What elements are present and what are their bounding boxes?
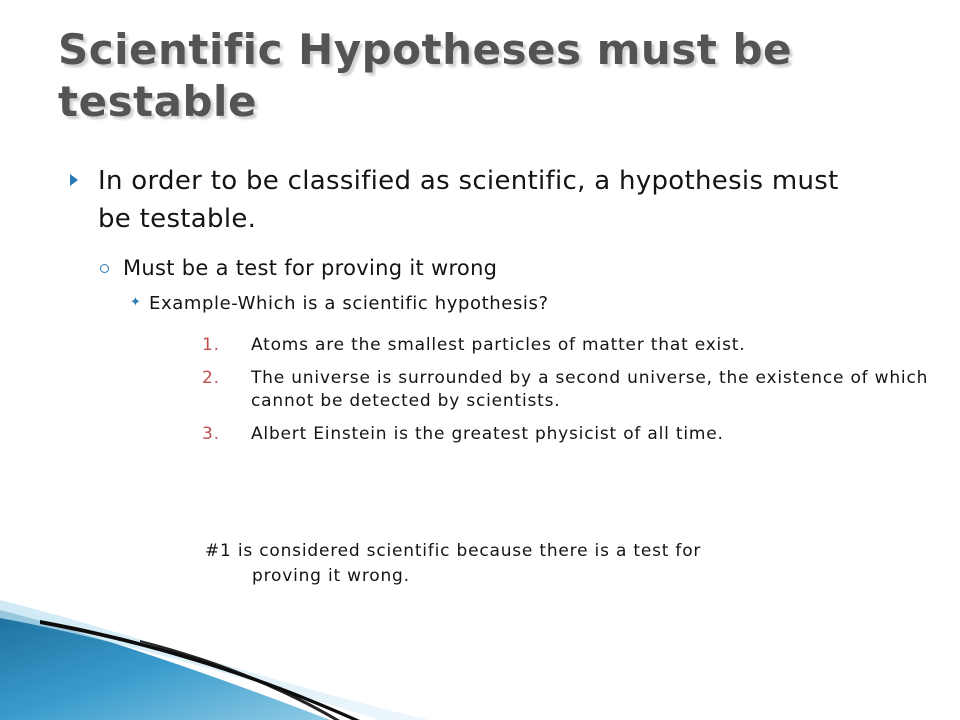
conclusion-line-1: #1 is considered scientific because there is a test for [205, 541, 702, 561]
bullet-level-2-text: Must be a test for proving it wrong [123, 256, 498, 280]
decorative-swoosh-graphic [0, 560, 600, 720]
bullet-level-2 [100, 252, 860, 284]
list-item-number: 2. [202, 368, 220, 388]
bullet-level-3-text: Example-Which is a scientific hypothesis? [149, 293, 549, 314]
list-item-text: Atoms are the smallest particles of matter that exist. [251, 335, 746, 355]
list-item [200, 367, 930, 413]
bullet-level-3 [130, 290, 850, 318]
slide-title: Scientific Hypotheses must be testable [58, 25, 793, 126]
bullet-level-1-text: In order to be classified as scientific, a hypothesis must be testable. [98, 166, 839, 234]
conclusion-line-2: proving it wrong. [252, 566, 410, 586]
list-item-text: The universe is surrounded by a second universe, the existence of which cannot be detected by scientists. [251, 368, 929, 411]
list-item-number: 3. [202, 424, 220, 444]
list-item-number: 1. [202, 335, 220, 355]
list-item [200, 423, 930, 446]
list-item [200, 334, 930, 357]
list-item-text: Albert Einstein is the greatest physicist of all time. [251, 424, 724, 444]
bullet-level-1 [70, 162, 870, 238]
sparkle-bullet-icon: ✦ [130, 295, 142, 310]
numbered-options-list [200, 334, 930, 446]
triangle-bullet-icon [70, 174, 78, 186]
circle-bullet-icon [100, 264, 109, 273]
